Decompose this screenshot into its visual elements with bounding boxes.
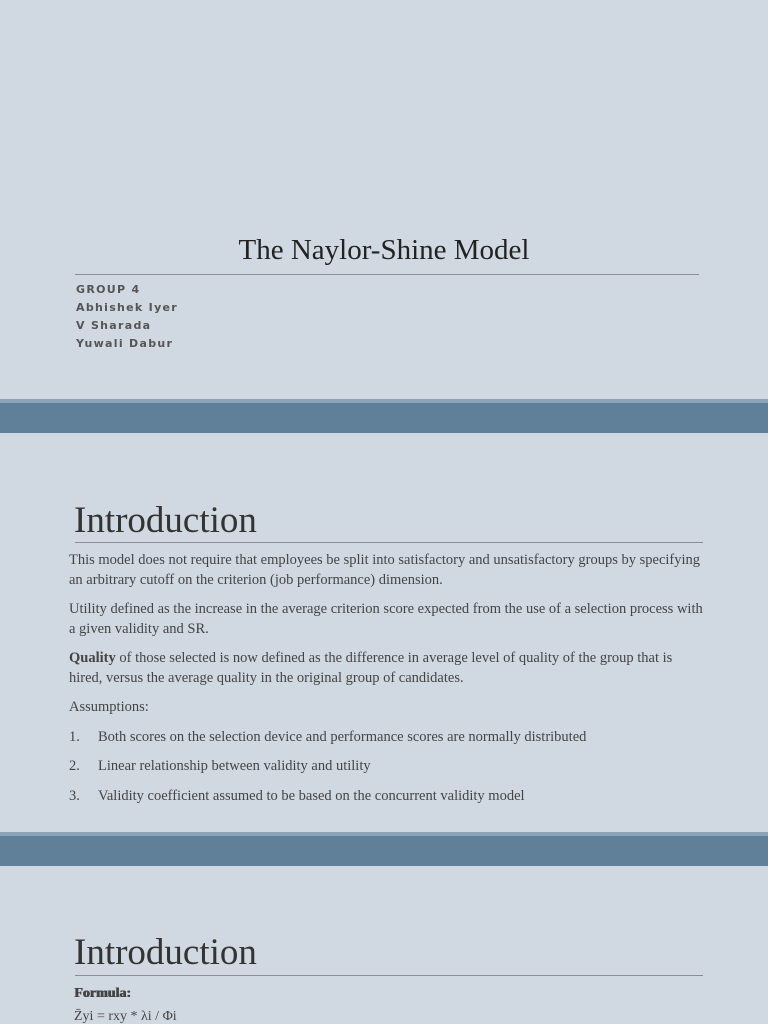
slide-separator (0, 832, 768, 866)
title-divider (75, 274, 699, 275)
heading-divider (75, 975, 703, 976)
list-text: Both scores on the selection device and performance scores are normally distributed (98, 728, 587, 745)
formula-label: Formula: (74, 986, 131, 1001)
quality-term: Quality (69, 650, 116, 666)
list-item (69, 787, 709, 807)
list-text: Linear relationship between validity and utility (98, 758, 371, 774)
list-item (69, 757, 709, 777)
formula: Z̄yi = rxy * λi / Φi (74, 1009, 177, 1024)
title-slide (0, 0, 768, 399)
heading-divider (75, 542, 703, 543)
assumptions-list (69, 728, 709, 807)
paragraph: Utility defined as the increase in the average criterion score expected from the use of a selection process with a given validity and SR. (69, 601, 703, 637)
list-text: Validity coefficient assumed to be based on the concurrent validity model (98, 787, 525, 804)
slide-heading: Introduction (74, 500, 257, 541)
slide-body (69, 551, 709, 816)
paragraph (69, 649, 709, 688)
paragraph-text: of those selected is now defined as the difference in average level of quality of the group that is hired, versus the average quality in the original group of candidates. (69, 650, 673, 686)
paragraph: This model does not require that employees be split into satisfactory and unsatisfactory groups by specifying an arbitrary cutoff on the criterion (job performance) dimension. (69, 552, 701, 588)
assumptions-label: Assumptions: (69, 699, 149, 715)
list-item (69, 728, 709, 748)
presentation-title: The Naylor-Shine Model (238, 234, 530, 266)
member-name: V Sharada (76, 319, 152, 332)
list-number: 1. (69, 728, 80, 745)
introduction-slide (0, 433, 768, 832)
introduction-formula-slide (0, 866, 768, 1024)
list-number: 2. (69, 758, 80, 774)
slide-heading: Introduction (74, 932, 257, 973)
slide-separator (0, 399, 768, 433)
member-name: Abhishek Iyer (76, 301, 179, 314)
group-label: GROUP 4 (76, 283, 141, 296)
member-name: Yuwali Dabur (76, 337, 174, 350)
list-number: 3. (69, 787, 80, 804)
group-members-list (76, 283, 178, 355)
